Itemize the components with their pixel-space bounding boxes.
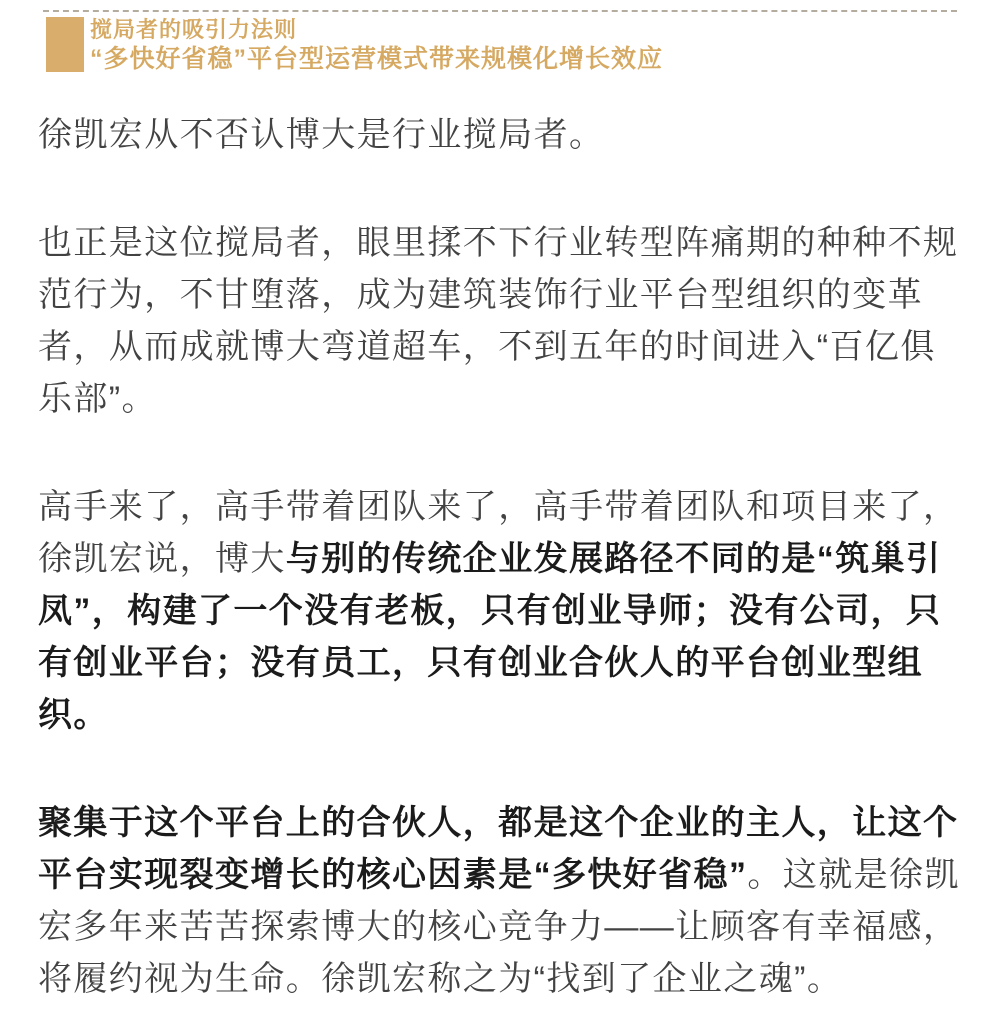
paragraph: [38, 109, 962, 161]
section-header: [0, 0, 1000, 80]
article-body: [38, 109, 962, 1005]
paragraph: [38, 481, 962, 741]
gold-block-decoration: [46, 17, 84, 72]
paragraph: [38, 217, 962, 425]
text-run-bold: 与别的传统企业发展路径不同的是“筑巢引凤”，构建了一个没有老板，只有创业导师；没有公司，只有创业平台；没有员工，只有创业合伙人的平台创业型组织。: [38, 540, 942, 734]
header-title-line1: 搅局者的吸引力法则: [90, 17, 298, 42]
header-titles: [90, 15, 950, 74]
header-title-line2: “多快好省稳”平台型运营模式带来规模化增长效应: [90, 45, 664, 73]
text-run: 高手来了，高手带着团队来了，高手带着团队和项目来了，徐凯宏说，博大: [38, 488, 959, 578]
text-run: 徐凯宏从不否认博大是行业搅局者。: [38, 116, 605, 154]
text-run: 。这就是徐凯宏多年来苦苦探索博大的核心竞争力——让顾客有幸福感，将履约视为生命。徐凯宏称之为“找到了企业之魂”。: [38, 856, 960, 998]
text-run-bold: 聚集于这个平台上的合伙人，都是这个企业的主人，让这个平台实现裂变增长的核心因素是“多快好省稳”: [38, 804, 959, 894]
text-run: 也正是这位搅局者，眼里揉不下行业转型阵痛期的种种不规范行为，不甘堕落，成为建筑装饰行业平台型组织的变革者，从而成就博大弯道超车，不到五年的时间进入“百亿俱乐部”。: [38, 224, 959, 418]
paragraph: [38, 797, 962, 1005]
